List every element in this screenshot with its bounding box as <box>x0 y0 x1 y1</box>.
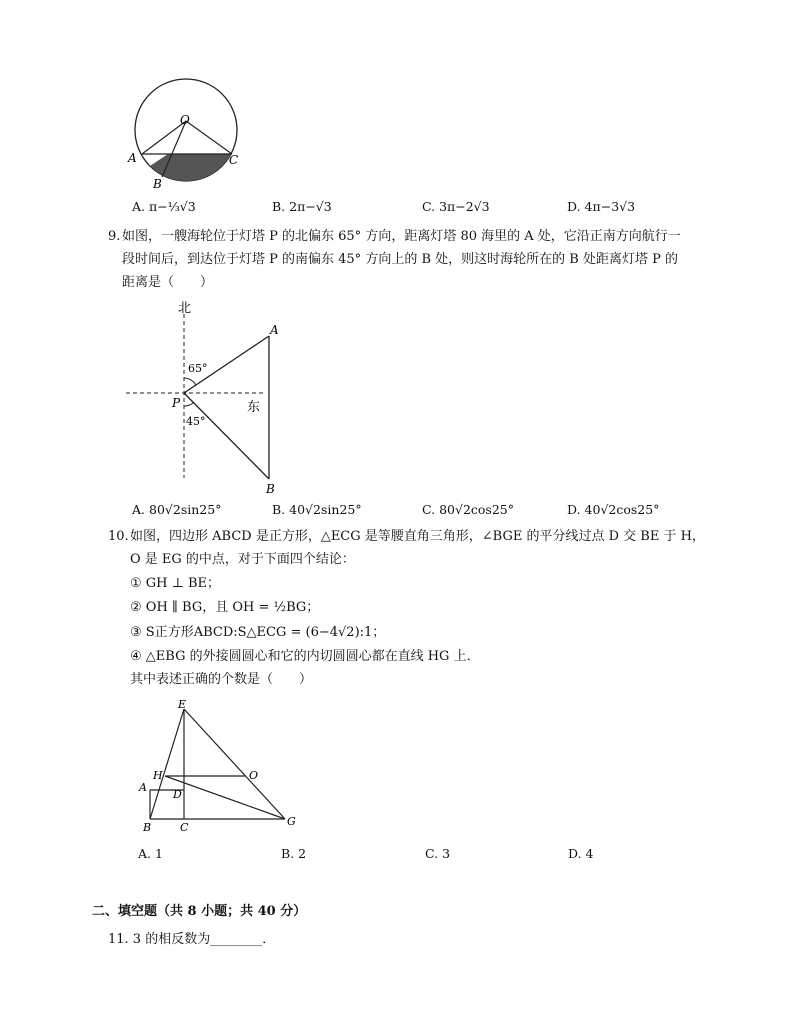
q9-option-c <box>422 502 514 517</box>
q9-figure <box>120 296 290 498</box>
q9-label-p: P <box>172 396 181 410</box>
q10-option-c-text: 3 <box>442 846 451 861</box>
q10-label-c: C <box>180 821 189 834</box>
q10-option-c-letter: C. <box>425 846 439 861</box>
q9-option-a <box>132 502 221 517</box>
q8-label-a: A <box>128 151 137 165</box>
q8-option-a <box>132 199 196 214</box>
q8-option-b <box>272 199 332 214</box>
q8-option-a-text: π−⅓√3 <box>149 199 196 214</box>
q9-angle-45: 45° <box>186 415 206 428</box>
q9-line1: 如图，一艘海轮位于灯塔 P 的北偏东 65° 方向，距离灯塔 80 海里的 A 处，它沿正南方向航行一 <box>122 229 681 244</box>
q10-conclusion-4: ④ △EBG 的外接圆圆心和它的内切圆圆心都在直线 HG 上． <box>130 649 480 664</box>
q8-label-o: O <box>180 113 190 127</box>
q9-line2: 段时间后，到达位于灯塔 P 的南偏东 45° 方向上的 B 处，则这时海轮所在的 B 处距离灯塔 P 的 <box>122 252 678 267</box>
q10-label-d: D <box>173 788 182 801</box>
q8-option-a-letter: A. <box>132 199 146 214</box>
q10-label-o: O <box>249 769 259 782</box>
q10-label-g: G <box>287 815 296 828</box>
q10-option-d <box>568 846 594 861</box>
q11-text: 11. 3 的相反数为________． <box>108 932 276 947</box>
q8-option-c <box>422 199 490 214</box>
q9-angle-65: 65° <box>188 362 208 375</box>
q10-label-h: H <box>153 769 163 782</box>
q10-conclusion-1: ① GH ⊥ BE； <box>130 576 221 591</box>
q8-option-b-letter: B. <box>272 199 286 214</box>
q9-east-label: 东 <box>247 400 261 415</box>
q10-option-d-text: 4 <box>585 846 594 861</box>
q10-ask: 其中表述正确的个数是（ ） <box>130 672 313 687</box>
q9-label-a: A <box>270 323 279 337</box>
q9-north-label: 北 <box>178 301 192 316</box>
q9-option-a-letter: A. <box>132 502 146 517</box>
q9-label-b: B <box>266 482 275 496</box>
section-2-heading: 二、填空题（共 8 小题；共 40 分） <box>92 904 307 919</box>
q9-option-d <box>567 502 659 517</box>
q9-option-b-letter: B. <box>272 502 286 517</box>
q10-number: 10. <box>108 529 129 544</box>
q8-option-d <box>567 199 635 214</box>
q8-option-d-text: 4π−3√3 <box>584 199 636 214</box>
q10-option-a-text: 1 <box>155 846 163 861</box>
q10-line1: 如图，四边形 ABCD 是正方形，△ECG 是等腰直角三角形，∠BGE 的平分线过点 D 交 BE 于 H， <box>130 529 705 544</box>
q8-label-c: C <box>229 153 239 167</box>
q10-option-b <box>281 846 306 861</box>
q10-option-a <box>138 846 163 861</box>
q8-shaded-region <box>150 154 232 182</box>
q10-label-b: B <box>143 821 152 834</box>
q9-option-d-text: 40√2cos25° <box>584 502 660 517</box>
q8-option-d-letter: D. <box>567 199 581 214</box>
q8-figure <box>120 72 250 194</box>
q10-option-a-letter: A. <box>138 846 152 861</box>
q10-line2: O 是 EG 的中点，对于下面四个结论： <box>130 552 355 567</box>
q9-option-a-text: 80√2sin25° <box>149 502 222 517</box>
q9-option-c-letter: C. <box>422 502 436 517</box>
q10-option-d-letter: D. <box>568 846 582 861</box>
q8-option-c-text: 3π−2√3 <box>439 199 490 214</box>
q10-option-c <box>425 846 450 861</box>
q10-label-e: E <box>178 698 187 711</box>
q8-option-b-text: 2π−√3 <box>289 199 332 214</box>
q8-option-c-letter: C. <box>422 199 436 214</box>
q8-label-b: B <box>153 177 162 191</box>
q9-option-b-text: 40√2sin25° <box>289 502 362 517</box>
q9-line3: 距离是（ ） <box>122 275 214 290</box>
q9-number: 9. <box>108 229 121 244</box>
q10-figure <box>135 697 310 837</box>
q10-option-b-text: 2 <box>298 846 307 861</box>
q9-option-c-text: 80√2cos25° <box>439 502 514 517</box>
q10-label-a: A <box>139 781 147 794</box>
q9-option-b <box>272 502 362 517</box>
q10-conclusion-2: ② OH ∥ BG，且 OH = ½BG； <box>130 600 320 615</box>
q10-conclusion-3: ③ S正方形ABCD:S△ECG = (6−4√2):1； <box>130 625 386 640</box>
q10-option-b-letter: B. <box>281 846 295 861</box>
q9-option-d-letter: D. <box>567 502 581 517</box>
